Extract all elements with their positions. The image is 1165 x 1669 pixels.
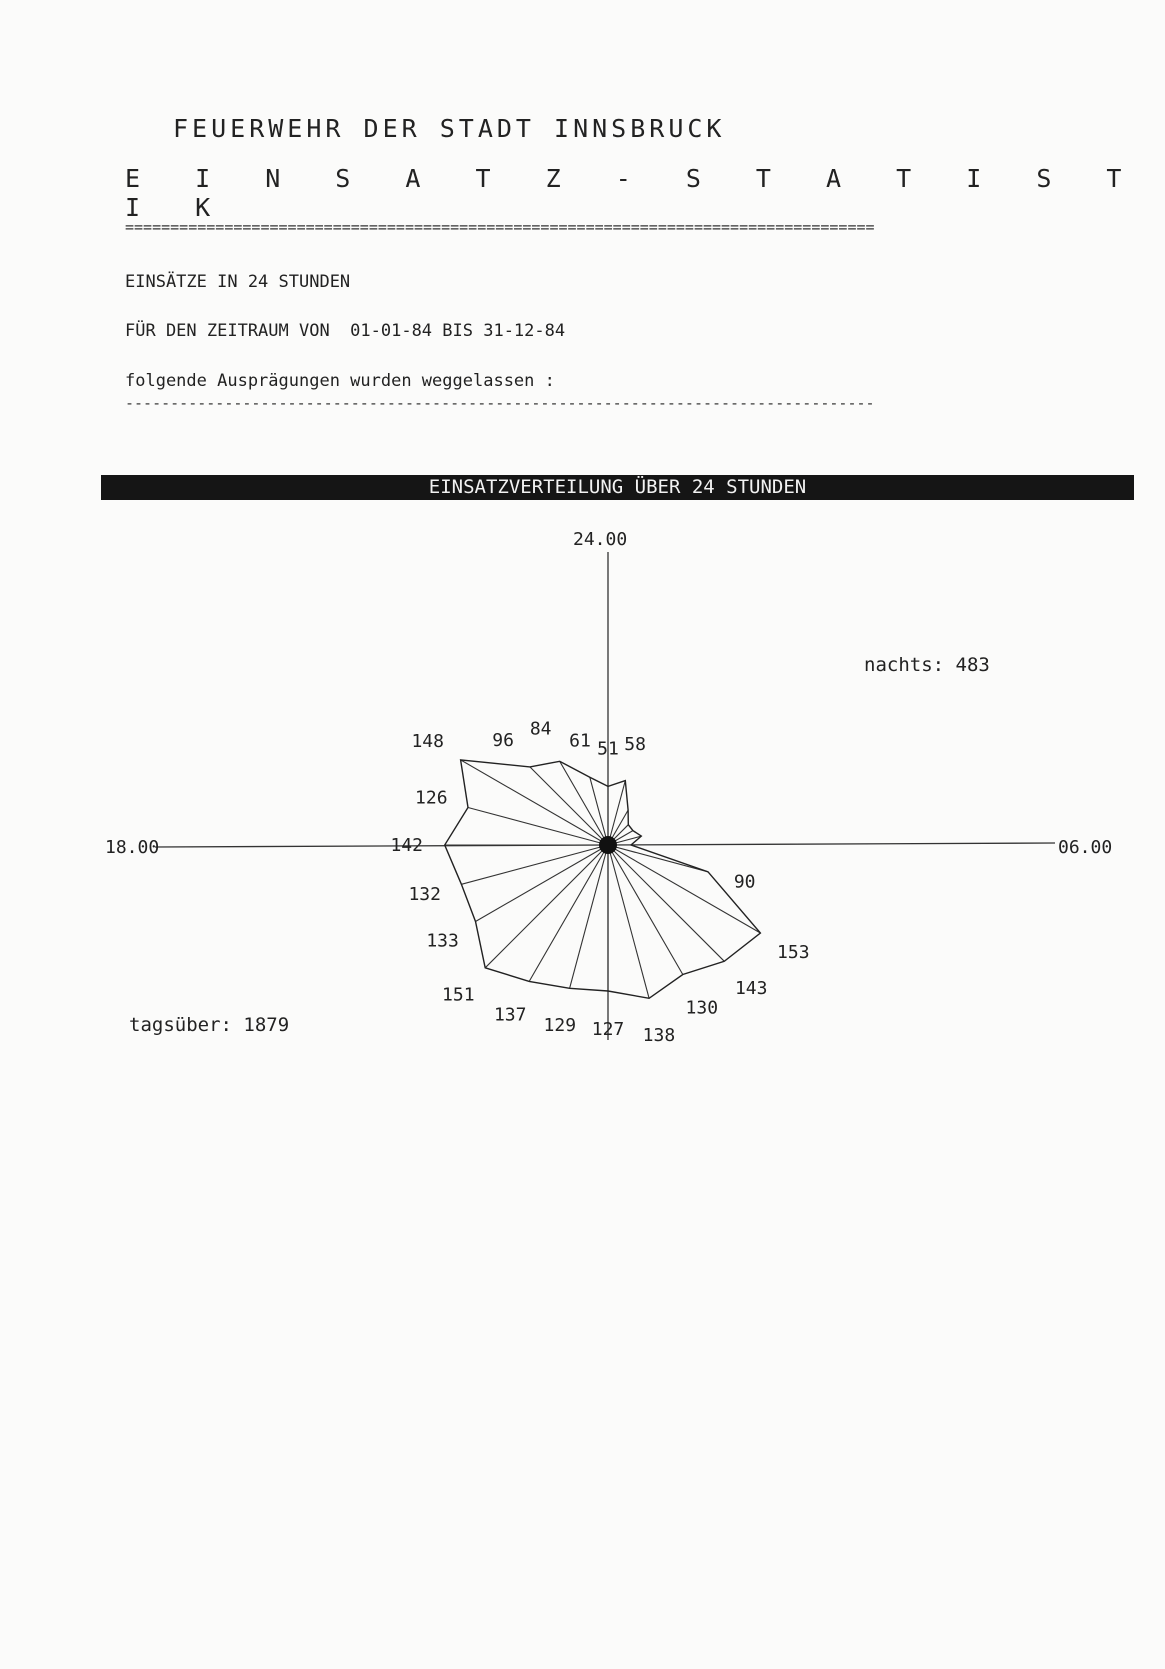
value-label-hour-21: 96: [492, 730, 514, 752]
center-hub: [599, 836, 617, 854]
value-label-hour-8: 153: [777, 942, 810, 963]
value-label-hour-24: 51: [597, 738, 619, 760]
report-title: E I N S A T Z - S T A T I S T I K: [125, 164, 1142, 222]
spoke-hour-11: [608, 845, 649, 998]
value-label-hour-17: 132: [408, 884, 441, 906]
chart-title-banner: EINSATZVERTEILUNG ÜBER 24 STUNDEN: [101, 475, 1134, 500]
spoke-hour-17: [461, 845, 608, 884]
value-label-hour-12: 127: [591, 1019, 625, 1040]
night-annotation: nachts: 483: [864, 654, 990, 676]
spoke-hour-20: [461, 760, 608, 845]
value-label-hour-13: 129: [543, 1015, 577, 1036]
spoke-hour-19: [468, 808, 608, 846]
value-label-hour-1: 58: [624, 733, 646, 755]
value-label-hour-14: 137: [493, 1004, 527, 1026]
subtitle-line: EINSÄTZE IN 24 STUNDEN: [125, 272, 351, 292]
value-label-hour-9: 143: [734, 978, 768, 1000]
value-label-hour-15: 151: [442, 984, 475, 1006]
radar-polygon: [445, 760, 761, 998]
spoke-hour-14: [529, 845, 608, 981]
value-label-hour-7: 90: [733, 871, 756, 893]
omitted-line: folgende Ausprägungen wurden weggelassen :: [125, 371, 555, 391]
double-rule: ===================================================================================: [125, 218, 875, 236]
value-label-hour-22: 84: [529, 718, 552, 740]
spoke-hour-16: [476, 845, 609, 922]
value-label-hour-11: 138: [642, 1025, 676, 1046]
value-label-hour-19: 126: [415, 787, 448, 809]
axis-label-left: 18.00: [105, 837, 160, 858]
day-annotation: tagsüber: 1879: [129, 1014, 290, 1036]
axis-label-right: 06.00: [1058, 837, 1113, 858]
period-line: FÜR DEN ZEITRAUM VON 01-01-84 BIS 31-12-84: [125, 321, 566, 341]
value-label-hour-16: 133: [426, 930, 459, 952]
spoke-hour-21: [530, 767, 608, 845]
value-label-hour-18: 142: [390, 835, 423, 856]
spoke-hour-23: [590, 777, 608, 845]
value-label-hour-23: 61: [569, 730, 591, 752]
spoke-hour-15: [485, 845, 608, 968]
spoke-hour-9: [608, 845, 724, 961]
axis-label-top: 24.00: [573, 529, 628, 550]
spoke-hour-10: [608, 845, 683, 975]
organization-title: FEUERWEHR DER STADT INNSBRUCK: [173, 114, 726, 143]
spoke-hour-13: [570, 845, 608, 988]
spoke-hour-1: [608, 781, 625, 845]
spoke-hour-7: [608, 845, 708, 872]
single-rule: -----------------------------------------------------------------------------------: [125, 394, 875, 412]
value-label-hour-20: 148: [411, 730, 444, 752]
value-label-hour-10: 130: [685, 997, 719, 1019]
